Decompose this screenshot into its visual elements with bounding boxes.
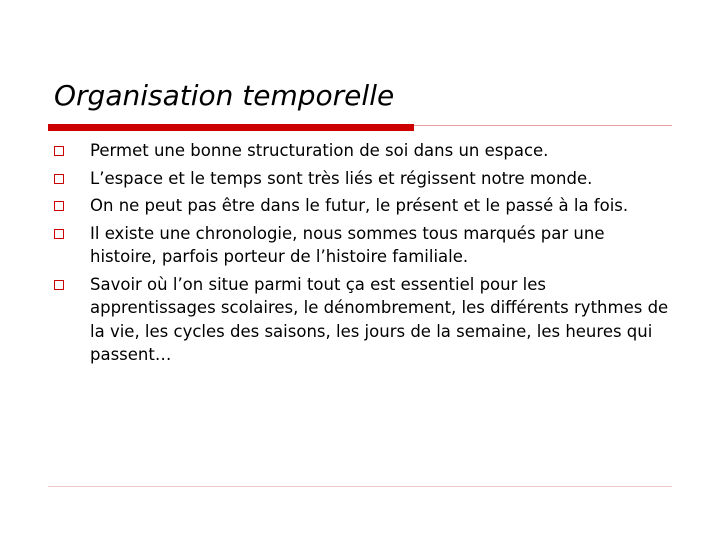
bullet-list — [52, 139, 672, 371]
footer-divider — [48, 486, 672, 487]
bullet-text: Permet une bonne structuration de soi dans un espace. — [90, 141, 549, 160]
bullet-text: Savoir où l’on situe parmi tout ça est essentiel pour les apprentissages scolaires, le dénombrement, les différents rythmes de la vie, les cycles des saisons, les jours de la semaine, les heures qui passent… — [90, 274, 669, 364]
bullet-text: On ne peut pas être dans le futur, le présent et le passé à la fois. — [90, 196, 629, 215]
bullet-text: L’espace et le temps sont très liés et régissent notre monde. — [90, 168, 593, 188]
hollow-square-bullet-icon — [54, 146, 64, 156]
bullet-item — [52, 167, 672, 191]
bullet-item — [52, 222, 672, 269]
slide-title: Organisation temporelle — [54, 79, 395, 112]
title-underline-rule — [414, 125, 672, 126]
hollow-square-bullet-icon — [54, 280, 64, 290]
hollow-square-bullet-icon — [54, 229, 64, 239]
bullet-item — [52, 194, 672, 218]
bullet-item — [52, 273, 672, 367]
hollow-square-bullet-icon — [54, 201, 64, 211]
hollow-square-bullet-icon — [54, 174, 64, 184]
bullet-item — [52, 139, 672, 163]
bullet-text: Il existe une chronologie, nous sommes tous marqués par une histoire, parfois porteur de l’histoire familiale. — [90, 223, 605, 266]
title-underline-accent — [48, 124, 414, 131]
